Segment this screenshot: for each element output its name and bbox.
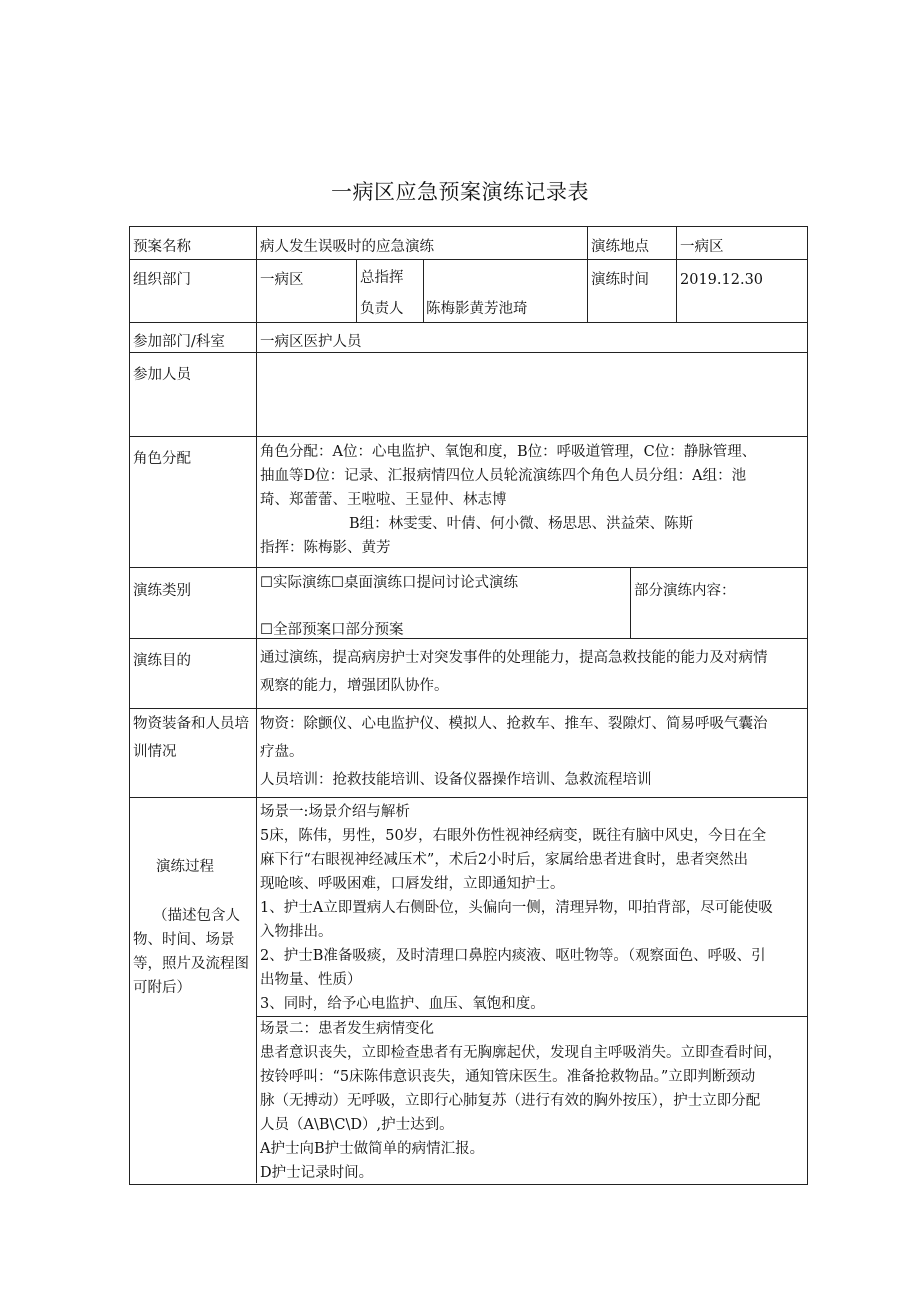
time-value: 2019.12.30 <box>680 272 764 288</box>
commander-label-1: 总指挥 <box>360 270 404 286</box>
type-label: 演练类别 <box>133 583 191 599</box>
commander-label-2: 负责人 <box>360 301 404 317</box>
scope-options: ☐全部预案口部分预案 <box>260 622 404 638</box>
time-label: 演练时间 <box>591 272 649 288</box>
partial-content-label: 部分演练内容： <box>634 583 736 599</box>
process-description: （描述包含人 物、时间、场景 等，照片及流程图 可附后） <box>133 908 249 996</box>
scene-two-text: 场景二：患者发生病情变化 患者意识丧失，立即检查患者有无胸廓起伏，发现自主呼吸消失。立即查看时间， 按铃呼叫：“5床陈伟意识丧失，通知管床医生。准备抢救物品。”立即判断颈动 脉（无搏动）无呼吸，立即行心肺复苏（进行有效的胸外按压），护士立即分配 人员（A\B\C\D）,护士达到。 A护士向B护士做简单的病情汇报。 D护士记录时间。 <box>260 1021 782 1181</box>
location-value: 一病区 <box>680 239 724 255</box>
org-label: 组织部门 <box>133 272 191 288</box>
plan-name-value: 病人发生误吸时的应急演练 <box>260 239 434 255</box>
materials-label: 物资装备和人员培 训情况 <box>133 716 249 760</box>
dept-label: 参加部门/科室 <box>133 334 225 350</box>
materials-text: 物资：除颤仪、心电监护仪、模拟人、抢救车、推车、裂隙灯、简易呼吸气囊治 疗盘。 人员培训：抢救技能培训、设备仪器操作培训、急救流程培训 <box>260 716 768 788</box>
plan-name-label: 预案名称 <box>133 239 191 255</box>
purpose-label: 演练目的 <box>133 653 191 669</box>
page-title: 一病区应急预案演练记录表 <box>331 180 589 204</box>
location-label: 演练地点 <box>591 239 649 255</box>
process-label: 演练过程 <box>156 859 214 875</box>
participants-label: 参加人员 <box>133 367 191 383</box>
commander-value: 陈梅影黄芳池琦 <box>426 301 528 317</box>
org-value: 一病区 <box>260 272 304 288</box>
type-options: ☐实际演练☐桌面演练口提问讨论式演练 <box>260 575 518 591</box>
roles-text: 角色分配：A位：心电监护、氧饱和度，B位：呼吸道管理，C位：静脉管理、 抽血等D位：记录、汇报病情四位人员轮流演练四个角色人员分组：A组：池 琦、郑蕾蕾、王啦啦、王显仲、林志博 B组：林雯雯、叶倩、何小微、杨思思、洪益荣、陈斯 指挥：陈梅影、黄芳 <box>260 444 757 556</box>
roles-label: 角色分配 <box>133 451 191 467</box>
purpose-text: 通过演练，提高病房护士对突发事件的处理能力，提高急救技能的能力及对病情 观察的能力，增强团队协作。 <box>260 650 768 694</box>
dept-value: 一病区医护人员 <box>260 334 362 350</box>
scene-one-text: 场景一:场景介绍与解析 5床，陈伟，男性，50岁，右眼外伤性视神经病变，既往有脑中风史，今日在全 麻下行“右眼视神经减压术”，术后2小时后，家属给患者进食时，患者突然出 现呛咳、呼吸困难，口唇发绀，立即通知护士。 1、护士A立即置病人右侧卧位，头偏向一侧，清理异物，叩拍背部，尽可能使吸 入物排出。 2、护士B准备吸痰，及时清理口鼻腔内痰液、呕吐物等。（观察面色、呼吸、引 出物量、性质） 3、同时，给予心电监护、血压、氧饱和度。 <box>260 804 773 1012</box>
